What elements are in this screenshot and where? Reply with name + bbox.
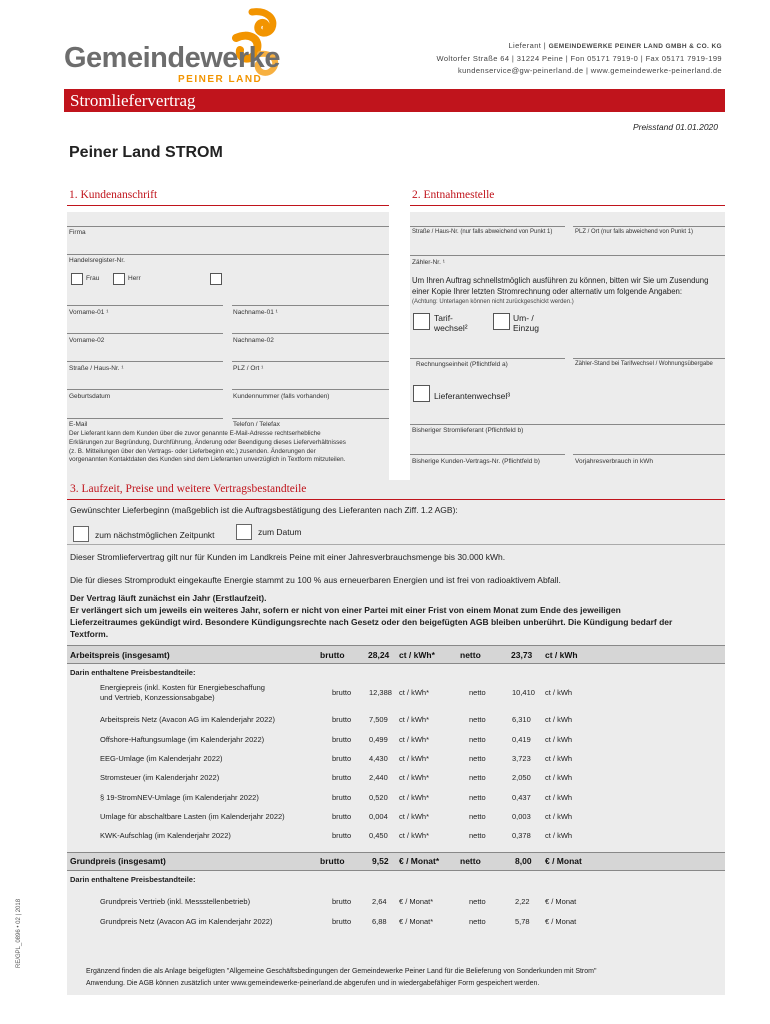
arbeitspreis-label: Arbeitspreis (insgesamt) — [70, 650, 170, 660]
header-contact: kundenservice@gw-peinerland.de | www.gemeindewerke-peinerland.de — [457, 66, 722, 75]
row-netto-unit: ct / kWh — [545, 812, 573, 821]
row-netto: netto — [469, 773, 486, 782]
herr-label: Herr — [128, 275, 141, 282]
row-netto-unit: ct / kWh — [545, 793, 573, 802]
zum-datum-checkbox[interactable] — [236, 524, 252, 540]
row-brutto-value: 12,388 — [369, 688, 392, 697]
side-code: RE/GPL_0896 • 02 | 2018 — [16, 898, 22, 968]
grundpreis-brutto-value: 9,52 — [372, 856, 389, 866]
tarifwechsel-checkbox[interactable] — [413, 313, 430, 330]
umzug-checkbox[interactable] — [493, 313, 510, 330]
arbeitspreis-netto-unit: ct / kWh — [545, 650, 578, 660]
row-brutto-unit: ct / kWh* — [399, 754, 430, 763]
lieferantenwechsel-checkbox[interactable] — [413, 385, 430, 402]
grundpreis-brutto-unit: € / Monat* — [399, 856, 440, 866]
row-brutto-unit: ct / kWh* — [399, 812, 430, 821]
row-netto-value: 0,419 — [512, 735, 531, 744]
gueltigkeit-text: Dieser Stromliefervertrag gilt nur für Kunden im Landkreis Peine mit einer Jahresverbrauchsmenge bis 30.000 kWh. — [70, 552, 506, 562]
kundennummer-label: Kundennummer (falls vorhanden) — [233, 393, 330, 400]
row-netto: netto — [469, 897, 486, 906]
header-address: Woltorfer Straße 64 | 31224 Peine | Fon 05171 7919-0 | Fax 05171 7919-199 — [436, 54, 722, 63]
row-label: Energiepreis (inkl. Kosten für Energiebeschaffung und Vertrieb, Konzessionsabgabe) — [100, 683, 265, 702]
row-netto-value: 2,22 — [515, 897, 530, 906]
row-brutto-unit: € / Monat* — [399, 897, 434, 906]
logo-subname: PEINER LAND — [178, 74, 263, 85]
row-brutto: brutto — [332, 715, 352, 724]
row-brutto-value: 2,440 — [369, 773, 388, 782]
row-brutto-value: 6,88 — [372, 917, 387, 926]
row-netto-unit: ct / kWh — [545, 754, 573, 763]
row-brutto-unit: € / Monat* — [399, 917, 434, 926]
row-brutto-unit: ct / kWh* — [399, 715, 430, 724]
nachname1-label: Nachname-01 ¹ — [233, 309, 278, 316]
row-brutto-unit: ct / kWh* — [399, 831, 430, 840]
row-brutto-unit: ct / kWh* — [399, 735, 430, 744]
row-netto: netto — [469, 715, 486, 724]
row-brutto: brutto — [332, 754, 352, 763]
zaehler-label: Zähler-Nr. ¹ — [412, 259, 445, 266]
arbeitspreis-netto-value: 23,73 — [511, 650, 533, 660]
firma-field[interactable] — [67, 212, 389, 242]
geburtsdatum-label: Geburtsdatum — [69, 393, 111, 400]
row-netto-value: 0,378 — [512, 831, 531, 840]
row-brutto: brutto — [332, 831, 352, 840]
email-label: E-Mail — [69, 421, 88, 428]
row-brutto: brutto — [332, 735, 352, 744]
footer-text: Ergänzend finden die als Anlage beigefügten "Allgemeine Geschäftsbedingungen der Gemeindewerke Peiner Land für die Belieferung von Sonderkunden mit Strom" Anwendung. Die AGB können zusätzlich unter www.gemeindewerke-peinerland.de abgerufen und in wiedergabefähiger Form gespeichert werden. — [86, 968, 597, 987]
entnahme-strasse-label: Straße / Haus-Nr. (nur falls abweichend von Punkt 1) — [412, 229, 553, 235]
row-netto-unit: € / Monat — [545, 897, 577, 906]
plz-label: PLZ / Ort ¹ — [233, 365, 264, 372]
hint-text: Um Ihren Auftrag schnellstmöglich ausführen zu können, bitten wir Sie um Zusendung einer Kopie Ihrer letzten Stromrechnung oder alternativ um folgende Angaben: (Achtung: Unterlagen können nicht zurückgeschickt werden.) — [412, 276, 709, 305]
row-netto-unit: ct / kWh — [545, 735, 573, 744]
umzug-label: Um- / Einzug — [513, 313, 539, 333]
frau-label: Frau — [86, 275, 100, 282]
row-netto: netto — [469, 917, 486, 926]
row-brutto-value: 0,450 — [369, 831, 388, 840]
row-brutto-unit: ct / kWh* — [399, 793, 430, 802]
row-label: Grundpreis Vertrieb (inkl. Messstellenbetrieb) — [100, 897, 251, 906]
strasse-label: Straße / Haus-Nr. ¹ — [69, 365, 124, 372]
row-netto: netto — [469, 793, 486, 802]
vorname1-label: Vorname-01 ¹ — [69, 309, 109, 316]
row-brutto: brutto — [332, 897, 352, 906]
arbeitspreis-netto: netto — [460, 650, 481, 660]
row-netto-value: 2,050 — [512, 773, 531, 782]
vorjahresverbrauch-label: Vorjahresverbrauch in kWh — [575, 458, 654, 465]
laufzeit-text: Der Vertrag läuft zunächst ein Jahr (Erstlaufzeit). Er verlängert sich um jeweils ein weiteres Jahr, sofern er nicht von einer Partei mit einer Frist von einem Monat zum Ende des jeweiligen Lieferzeitraumes gekündigt wird. Besondere Kündigungsrechte nach Gesetz oder den beigefügten AGB bleiben unberührt. Die Kündigung bedarf der Textform. — [70, 593, 673, 639]
row-brutto-value: 0,499 — [369, 735, 388, 744]
row-netto-unit: ct / kWh — [545, 715, 573, 724]
naechstmoeglich-label: zum nächstmöglichen Zeitpunkt — [95, 530, 215, 540]
row-netto: netto — [469, 831, 486, 840]
telefon-label: Telefon / Telefax — [233, 421, 280, 428]
logo-name: Gemeindewerke — [64, 42, 280, 74]
row-brutto: brutto — [332, 812, 352, 821]
row-brutto-value: 7,509 — [369, 715, 388, 724]
row-label: EEG-Umlage (im Kalenderjahr 2022) — [100, 754, 223, 763]
rechnungseinheit-label: Rechnungseinheit (Pflichtfeld a) — [416, 361, 508, 368]
grundpreis-netto-unit: € / Monat — [545, 856, 582, 866]
herr-checkbox[interactable] — [113, 273, 125, 285]
bisheriger-lieferant-label: Bisheriger Stromlieferant (Pflichtfeld b) — [412, 427, 524, 434]
row-netto-unit: ct / kWh — [545, 773, 573, 782]
row-netto-unit: ct / kWh — [545, 831, 573, 840]
grundpreis-brutto: brutto — [320, 856, 345, 866]
arbeitspreis-brutto: brutto — [320, 650, 345, 660]
row-brutto: brutto — [332, 773, 352, 782]
vorname2-label: Vorname-02 — [69, 337, 105, 344]
row-netto-value: 10,410 — [512, 688, 535, 697]
row-label: KWK-Aufschlag (im Kalenderjahr 2022) — [100, 831, 231, 840]
frau-checkbox[interactable] — [71, 273, 83, 285]
row-netto: netto — [469, 754, 486, 763]
arbeitspreis-sub: Darin enthaltene Preisbestandteile: — [70, 668, 196, 677]
grundpreis-netto-value: 8,00 — [515, 856, 532, 866]
row-label: Stromsteuer (im Kalenderjahr 2022) — [100, 773, 220, 782]
preisstand: Preisstand 01.01.2020 — [632, 122, 718, 132]
section3-title: 3. Laufzeit, Preise und weitere Vertragsbestandteile — [70, 483, 307, 495]
page-title: Stromliefervertrag — [70, 91, 196, 110]
row-brutto-value: 2,64 — [372, 897, 387, 906]
row-netto-value: 6,310 — [512, 715, 531, 724]
zum-datum-label: zum Datum — [258, 527, 302, 537]
row-netto-unit: ct / kWh — [545, 688, 573, 697]
row-netto-value: 0,437 — [512, 793, 531, 802]
row-brutto: brutto — [332, 917, 352, 926]
grundpreis-netto: netto — [460, 856, 481, 866]
entnahme-plz-label: PLZ / Ort (nur falls abweichend von Punkt 1) — [575, 229, 694, 235]
grundpreis-label: Grundpreis (insgesamt) — [70, 856, 166, 866]
row-netto-value: 5,78 — [515, 917, 530, 926]
tarifwechsel-label: Tarif- wechsel² — [434, 313, 468, 333]
row-netto-value: 3,723 — [512, 754, 531, 763]
row-netto: netto — [469, 735, 486, 744]
section2-title: 2. Entnahmestelle — [412, 189, 495, 201]
row-brutto-value: 0,520 — [369, 793, 388, 802]
bisherige-kundennr-label: Bisherige Kunden-Vertrags-Nr. (Pflichtfeld b) — [412, 458, 540, 465]
grundpreis-sub: Darin enthaltene Preisbestandteile: — [70, 875, 196, 884]
row-brutto-unit: ct / kWh* — [399, 773, 430, 782]
other-checkbox[interactable] — [210, 273, 222, 285]
row-label: Umlage für abschaltbare Lasten (im Kalenderjahr 2022) — [100, 812, 285, 821]
header-line1: Lieferant | GEMEINDEWERKE PEINER LAND GMBH & CO. KG — [508, 41, 722, 50]
row-brutto-value: 4,430 — [369, 754, 388, 763]
arbeitspreis-brutto-value: 28,24 — [368, 650, 390, 660]
handelsregister-label: Handelsregister-Nr. — [69, 257, 125, 264]
row-brutto-value: 0,004 — [369, 812, 388, 821]
row-netto: netto — [469, 688, 486, 697]
naechstmoeglich-checkbox[interactable] — [73, 526, 89, 542]
product-name: Peiner Land STROM — [69, 144, 223, 161]
row-label: Arbeitspreis Netz (Avacon AG im Kalenderjahr 2022) — [100, 715, 275, 724]
zaehlerstand-label: Zähler-Stand bei Tarifwechsel / Wohnungsübergabe — [575, 361, 713, 367]
logo — [64, 8, 284, 85]
section1-title: 1. Kundenanschrift — [69, 189, 158, 201]
nachname2-label: Nachname-02 — [233, 337, 274, 344]
row-netto-unit: € / Monat — [545, 917, 577, 926]
firma-label: Firma — [69, 229, 86, 236]
row-label: Offshore-Haftungsumlage (im Kalenderjahr 2022) — [100, 735, 265, 744]
row-brutto-unit: ct / kWh* — [399, 688, 430, 697]
email-note: Der Lieferant kann dem Kunden über die zuvor genannte E-Mail-Adresse rechtserhebliche Erklärungen zur Begründung, Durchführung, Änderung oder Beendigung dieses Lieferverhältnisses (z. B. Mitteilungen über den Vertrags- oder Lieferbeginn etc.) zusenden. Änderungen der vorgenannten Kontaktdaten des Kunden sind dem Lieferanten unverzüglich in Textform mitzuteilen. — [69, 430, 346, 464]
lieferantenwechsel-label: Lieferantenwechsel³ — [434, 391, 511, 401]
row-netto-value: 0,003 — [512, 812, 531, 821]
lieferbeginn-text: Gewünschter Lieferbeginn (maßgeblich ist die Auftragsbestätigung des Lieferanten nach Ziff. 1.2 AGB): — [70, 505, 458, 515]
row-label: Grundpreis Netz (Avacon AG im Kalenderjahr 2022) — [100, 917, 273, 926]
row-brutto: brutto — [332, 793, 352, 802]
row-netto: netto — [469, 812, 486, 821]
title-banner — [64, 89, 725, 112]
row-brutto: brutto — [332, 688, 352, 697]
row-label: § 19-StromNEV-Umlage (im Kalenderjahr 2022) — [100, 793, 259, 802]
energie-text: Die für dieses Stromprodukt eingekaufte Energie stammt zu 100 % aus erneuerbaren Energien und ist frei von radioaktivem Abfall. — [70, 575, 561, 585]
arbeitspreis-brutto-unit: ct / kWh* — [399, 650, 435, 660]
